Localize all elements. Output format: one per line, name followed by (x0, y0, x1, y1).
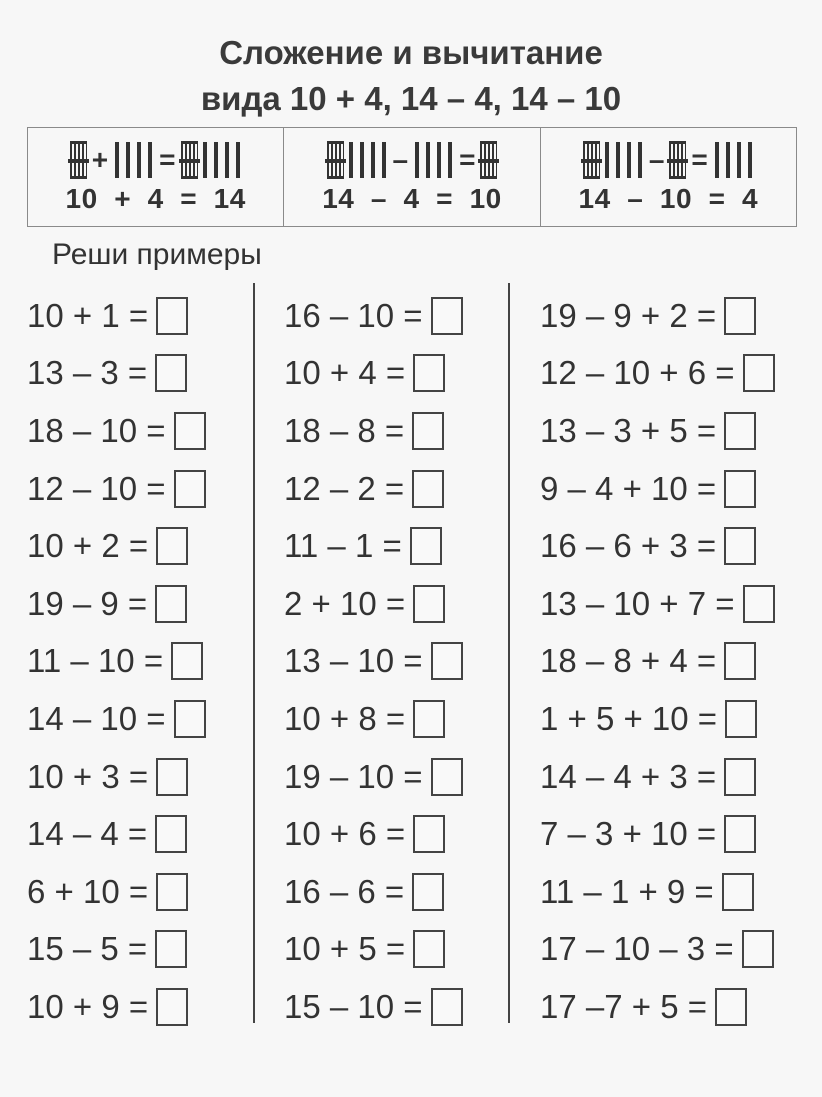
answer-box[interactable] (413, 700, 445, 738)
exercise-expression: 13 – 10 + 7 = (540, 584, 735, 622)
stick-icon (236, 142, 240, 178)
exercise-row (540, 921, 775, 979)
stick-icon (126, 142, 130, 178)
exercise-row (284, 575, 463, 633)
column-divider (508, 283, 510, 1023)
exercise-expression: 14 – 4 = (27, 815, 148, 853)
exercise-row (540, 287, 775, 345)
answer-box[interactable] (155, 815, 187, 853)
answer-box[interactable] (724, 815, 756, 853)
answer-box[interactable] (156, 988, 188, 1026)
exercise-row (284, 805, 463, 863)
stick-icon (737, 142, 741, 178)
exercise-expression: 10 + 9 = (27, 987, 149, 1025)
exercise-expression: 10 + 2 = (27, 527, 149, 565)
stick-icon (748, 142, 752, 178)
answer-box[interactable] (412, 470, 444, 508)
answer-box[interactable] (724, 470, 756, 508)
model-addition-picture: + = (70, 139, 242, 181)
exercise-row (284, 402, 463, 460)
exercise-row (27, 517, 206, 575)
model-subtract-ones (284, 128, 540, 226)
answer-box[interactable] (724, 758, 756, 796)
exercise-expression: 10 + 4 = (284, 354, 406, 392)
exercise-row (284, 863, 463, 921)
answer-box[interactable] (174, 412, 206, 450)
answer-box[interactable] (431, 642, 463, 680)
answer-box[interactable] (724, 642, 756, 680)
exercise-row (284, 287, 463, 345)
exercise-row (27, 345, 206, 403)
exercise-expression: 17 – 10 – 3 = (540, 930, 734, 968)
answer-box[interactable] (155, 930, 187, 968)
stick-bundle-icon (669, 141, 686, 179)
stick-icon (225, 142, 229, 178)
answer-box[interactable] (413, 930, 445, 968)
exercise-row (540, 633, 775, 691)
stick-icon (605, 142, 609, 178)
answer-box[interactable] (155, 354, 187, 392)
exercise-expression: 7 – 3 + 10 = (540, 815, 717, 853)
answer-box[interactable] (743, 354, 775, 392)
exercise-expression: 15 – 5 = (27, 930, 148, 968)
answer-box[interactable] (412, 412, 444, 450)
exercise-column-3 (540, 287, 775, 1036)
exercise-expression: 15 – 10 = (284, 987, 423, 1025)
answer-box[interactable] (171, 642, 203, 680)
answer-box[interactable] (431, 988, 463, 1026)
exercise-row (540, 402, 775, 460)
stick-icon (371, 142, 375, 178)
answer-box[interactable] (725, 700, 757, 738)
worksheet-title-line1: Сложение и вычитание (219, 34, 603, 71)
answer-box[interactable] (156, 873, 188, 911)
answer-box[interactable] (412, 873, 444, 911)
exercise-row (27, 575, 206, 633)
exercise-row (540, 460, 775, 518)
exercise-row (27, 863, 206, 921)
exercise-expression: 2 + 10 = (284, 584, 406, 622)
exercise-expression: 18 – 8 = (284, 411, 405, 449)
stick-icon (638, 142, 642, 178)
worksheet-title-line2: вида 10 + 4, 14 – 4, 14 – 10 (200, 80, 622, 117)
column-divider (253, 283, 255, 1023)
exercise-row (540, 517, 775, 575)
exercise-row (27, 690, 206, 748)
exercise-row (27, 460, 206, 518)
exercise-expression: 10 + 8 = (284, 699, 406, 737)
exercise-row (284, 345, 463, 403)
model-addition-equation: 10 + 4 = 14 (65, 183, 246, 214)
exercise-row (27, 402, 206, 460)
exercise-column-2 (284, 287, 463, 1036)
exercise-expression: 14 – 10 = (27, 699, 166, 737)
answer-box[interactable] (155, 585, 187, 623)
answer-box[interactable] (724, 297, 756, 335)
exercise-row (284, 978, 463, 1036)
exercise-column-1 (27, 287, 206, 1036)
answer-box[interactable] (156, 297, 188, 335)
exercise-row (284, 690, 463, 748)
stick-icon (437, 142, 441, 178)
answer-box[interactable] (431, 297, 463, 335)
stick-icon (148, 142, 152, 178)
exercise-expression: 13 – 3 = (27, 354, 148, 392)
answer-box[interactable] (742, 930, 774, 968)
exercise-row (284, 460, 463, 518)
exercise-row (540, 690, 775, 748)
exercise-expression: 11 – 1 + 9 = (540, 872, 714, 910)
exercise-expression: 11 – 1 = (284, 527, 402, 565)
model-subtract-ten-equation: 14 – 10 = 4 (578, 183, 759, 214)
exercise-expression: 12 – 2 = (284, 469, 405, 507)
answer-box[interactable] (174, 700, 206, 738)
exercise-expression: 11 – 10 = (27, 642, 164, 680)
exercise-row (27, 921, 206, 979)
counting-sticks-models (27, 127, 797, 227)
stick-icon (203, 142, 207, 178)
answer-box[interactable] (722, 873, 754, 911)
exercise-expression: 16 – 6 = (284, 872, 405, 910)
stick-bundle-icon (480, 141, 497, 179)
exercise-expression: 10 + 6 = (284, 815, 406, 853)
exercise-expression: 17 –7 + 5 = (540, 987, 707, 1025)
stick-bundle-icon (583, 141, 600, 179)
exercise-expression: 10 + 3 = (27, 757, 149, 795)
exercise-row (284, 921, 463, 979)
answer-box[interactable] (715, 988, 747, 1026)
exercise-expression: 10 + 1 = (27, 296, 149, 334)
stick-bundle-icon (181, 141, 198, 179)
stick-icon (616, 142, 620, 178)
answer-box[interactable] (174, 470, 206, 508)
stick-icon (382, 142, 386, 178)
answer-box[interactable] (413, 815, 445, 853)
exercise-expression: 16 – 6 + 3 = (540, 527, 717, 565)
exercise-row (284, 748, 463, 806)
model-subtract-ten (541, 128, 796, 226)
answer-box[interactable] (413, 585, 445, 623)
exercise-expression: 19 – 10 = (284, 757, 423, 795)
model-subtract-ones-picture: – = (327, 139, 498, 181)
exercise-expression: 9 – 4 + 10 = (540, 469, 717, 507)
stick-bundle-icon (327, 141, 344, 179)
exercise-instruction: Реши примеры (52, 238, 262, 271)
model-subtract-ten-picture: – = (583, 139, 754, 181)
exercise-expression: 1 + 5 + 10 = (540, 699, 718, 737)
answer-box[interactable] (431, 758, 463, 796)
exercise-row (540, 748, 775, 806)
exercise-row (540, 978, 775, 1036)
exercise-row (284, 517, 463, 575)
exercise-expression: 10 + 5 = (284, 930, 406, 968)
answer-box[interactable] (410, 527, 442, 565)
exercise-expression: 18 – 10 = (27, 411, 166, 449)
stick-icon (448, 142, 452, 178)
exercise-expression: 19 – 9 = (27, 584, 148, 622)
exercise-expression: 13 – 3 + 5 = (540, 411, 717, 449)
exercise-row (540, 345, 775, 403)
stick-icon (137, 142, 141, 178)
exercise-row (27, 805, 206, 863)
exercise-row (540, 805, 775, 863)
exercise-expression: 13 – 10 = (284, 642, 423, 680)
exercise-expression: 14 – 4 + 3 = (540, 757, 717, 795)
answer-box[interactable] (724, 412, 756, 450)
exercise-expression: 12 – 10 + 6 = (540, 354, 735, 392)
answer-box[interactable] (156, 758, 188, 796)
exercise-row (284, 633, 463, 691)
exercise-expression: 12 – 10 = (27, 469, 166, 507)
exercise-row (27, 748, 206, 806)
exercise-expression: 18 – 8 + 4 = (540, 642, 717, 680)
exercise-row (27, 633, 206, 691)
stick-bundle-icon (70, 141, 87, 179)
exercise-row (27, 287, 206, 345)
exercise-row (27, 978, 206, 1036)
model-subtract-ones-equation: 14 – 4 = 10 (322, 183, 502, 214)
stick-icon (415, 142, 419, 178)
exercise-expression: 19 – 9 + 2 = (540, 296, 717, 334)
stick-icon (426, 142, 430, 178)
answer-box[interactable] (156, 527, 188, 565)
stick-icon (115, 142, 119, 178)
exercise-expression: 6 + 10 = (27, 872, 149, 910)
exercise-expression: 16 – 10 = (284, 296, 423, 334)
model-addition (28, 128, 284, 226)
stick-icon (715, 142, 719, 178)
exercise-row (540, 575, 775, 633)
stick-icon (726, 142, 730, 178)
answer-box[interactable] (724, 527, 756, 565)
exercise-row (540, 863, 775, 921)
stick-icon (627, 142, 631, 178)
stick-icon (214, 142, 218, 178)
answer-box[interactable] (413, 354, 445, 392)
answer-box[interactable] (743, 585, 775, 623)
stick-icon (360, 142, 364, 178)
stick-icon (349, 142, 353, 178)
